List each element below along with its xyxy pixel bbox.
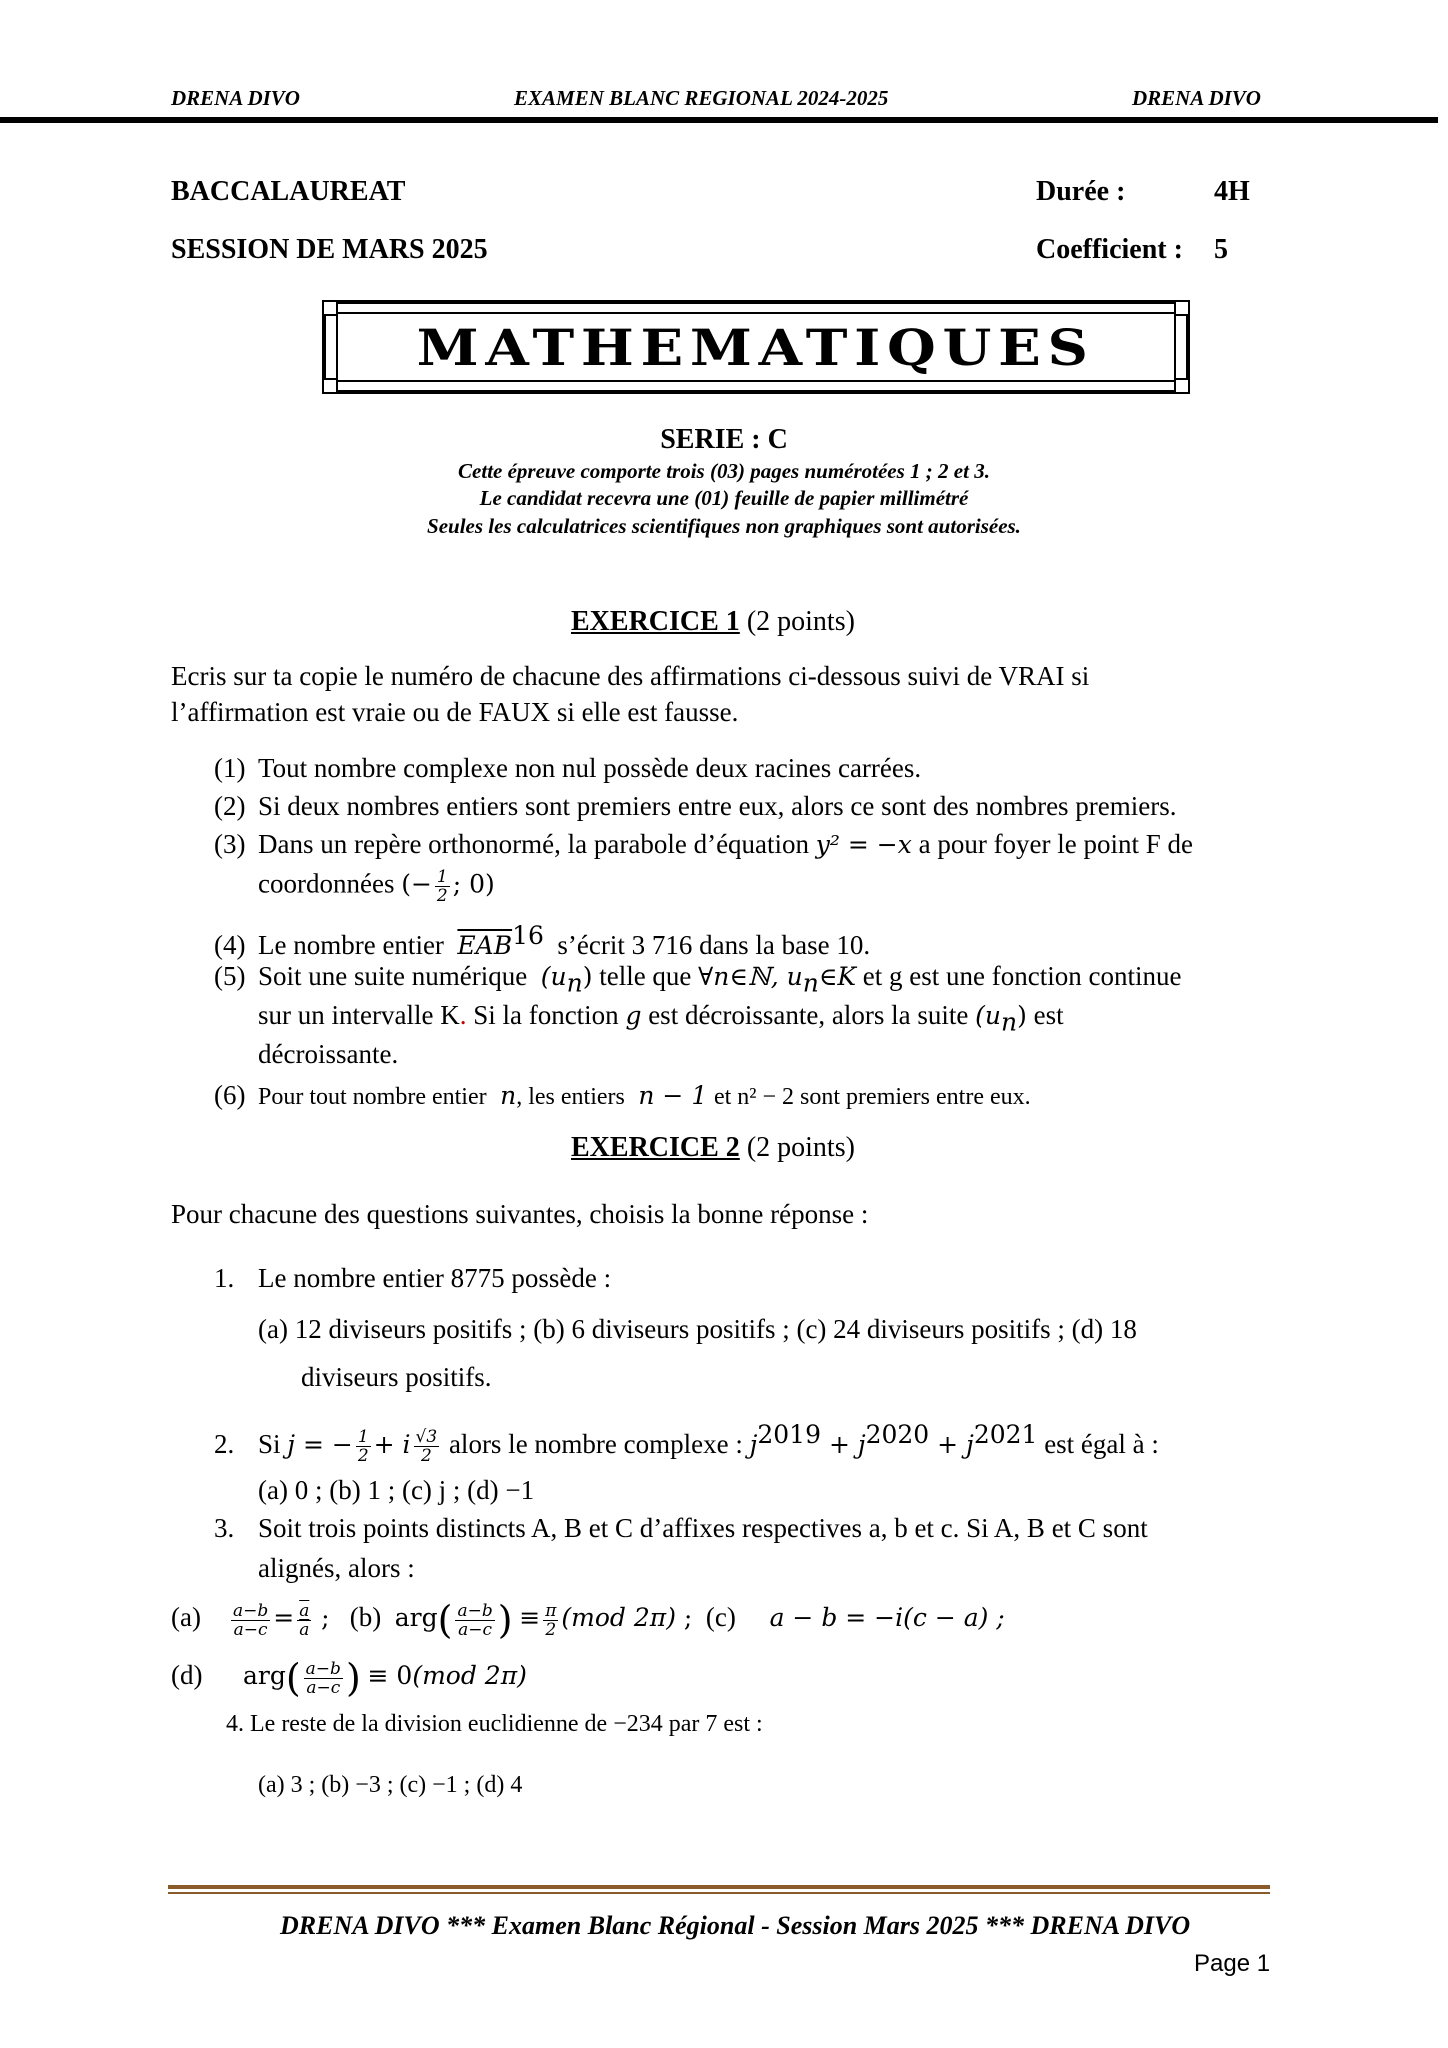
header-right: DRENA DIVO [1132,86,1261,110]
header-rule [0,117,1438,123]
ex1-item-6: (6) Pour tout nombre entier n, les entiers n − 1 et n² − 2 sont premiers entre eux. [214,1080,1031,1110]
ex1-item-5-end: décroissante. [258,1039,399,1069]
exercise2-title: EXERCICE 2 [571,1132,740,1163]
note-calculators: Seules les calculatrices scientifiques non graphiques sont autorisées. [427,514,1021,538]
exercise2-intro: Pour chacune des questions suivantes, choisis la bonne réponse : [171,1199,869,1229]
ex1-item-4: (4) Le nombre entier $\overline{EAB}^{16}$ s’écrit 3 716 dans la base 10. [214,921,871,960]
coefficient-label: Coefficient : [1036,234,1183,265]
ex2-q2: 2. Si j = − $\frac{1}{2}$ + i $\frac{√3}{2}$ alors le nombre complexe : $j^{2019} + j^{2020} + j^{2021}$ est égal à : [214,1420,1159,1467]
header-center: EXAMEN BLANC REGIONAL 2024-2025 [514,86,889,110]
ex2-q3-options-abc: (a) $\frac{a-b}{a-c}$ = $\frac{\overline{a}}{a}$ ; (b) arg( $\frac{a-b}{a-c}$ ) ≡ $\frac{\pi}{2}$ (mod 2π) ; (c) a − b = −i(c − a) ; [171,1598,1005,1642]
ex2-q4: 4. Le reste de la division euclidienne de −234 par 7 est : [226,1711,763,1737]
footer-text: DRENA DIVO *** Examen Blanc Régional - Session Mars 2025 *** DRENA DIVO [280,1911,1191,1940]
note-paper: Le candidat recevra une (01) feuille de papier millimétré [479,486,969,510]
note-pages: Cette épreuve comporte trois (03) pages numérotées 1 ; 2 et 3. [458,459,990,483]
coefficient-value: 5 [1214,234,1228,265]
ex1-item-2: (2) Si deux nombres entiers sont premiers entre eux, alors ce sont des nombres premiers. [214,791,1177,821]
footer-rule-thin [168,1892,1270,1894]
exercise1-intro-2: l’affirmation est vraie ou de FAUX si elle est fausse. [171,697,739,727]
ex1-item-5-cont: sur un intervalle K. Si la fonction g est décroissante, alors la suite $(u_n)$ est [258,1000,1064,1037]
exercise1-heading [571,606,855,638]
footer-rule [168,1885,1270,1889]
exercise2-points: (2 points) [746,1132,855,1163]
exam-name: BACCALAUREAT [171,176,406,207]
session-name: SESSION DE MARS 2025 [171,234,488,265]
ex2-q2-options: (a) 0 ; (b) 1 ; (c) j ; (d) −1 [258,1475,535,1505]
header-left: DRENA DIVO [171,86,300,110]
exercise1-title: EXERCICE 1 [571,606,740,637]
duration-value: 4H [1214,176,1250,207]
ex2-q1: 1. Le nombre entier 8775 possède : [214,1263,612,1293]
ex2-q3-option-d: (d) arg( $\frac{a-b}{a-c}$ ) ≡ 0(mod 2π) [171,1656,527,1700]
ex1-item-1: (1) Tout nombre complexe non nul possède deux racines carrées. [214,753,922,783]
ex1-item-3-cont: coordonnées (− $\frac{1}{2}$ ; 0) [258,867,495,906]
ex2-q1-options: (a) 12 diviseurs positifs ; (b) 6 diviseurs positifs ; (c) 24 diviseurs positifs ; (d) 18 [258,1314,1137,1344]
subject-title: MATHEMATIQUES [417,317,1095,377]
page-number: Page 1 [1194,1950,1271,1977]
title-frame [322,300,1190,394]
ex1-item-5: (5) Soit une suite numérique $(u_n)$ telle que ∀n∈ℕ, $u_n\in K$ et g est une fonction continue [214,961,1182,998]
ex2-q3: 3. Soit trois points distincts A, B et C d’affixes respectives a, b et c. Si A, B et C sont [214,1513,1148,1543]
ex2-q3-cont: alignés, alors : [258,1553,415,1583]
exercise1-points: (2 points) [746,606,855,637]
ex2-q4-options: (a) 3 ; (b) −3 ; (c) −1 ; (d) 4 [258,1772,523,1798]
serie: SERIE : C [660,424,788,455]
duration-label: Durée : [1036,176,1126,207]
ex2-q1-options-cont: diviseurs positifs. [301,1362,492,1392]
exercise1-intro-1: Ecris sur ta copie le numéro de chacune des affirmations ci-dessous suivi de VRAI si [171,661,1090,691]
ex1-item-3: (3) Dans un repère orthonormé, la parabole d’équation y² = −x a pour foyer le point F de [214,829,1194,859]
exercise2-heading [571,1132,855,1164]
